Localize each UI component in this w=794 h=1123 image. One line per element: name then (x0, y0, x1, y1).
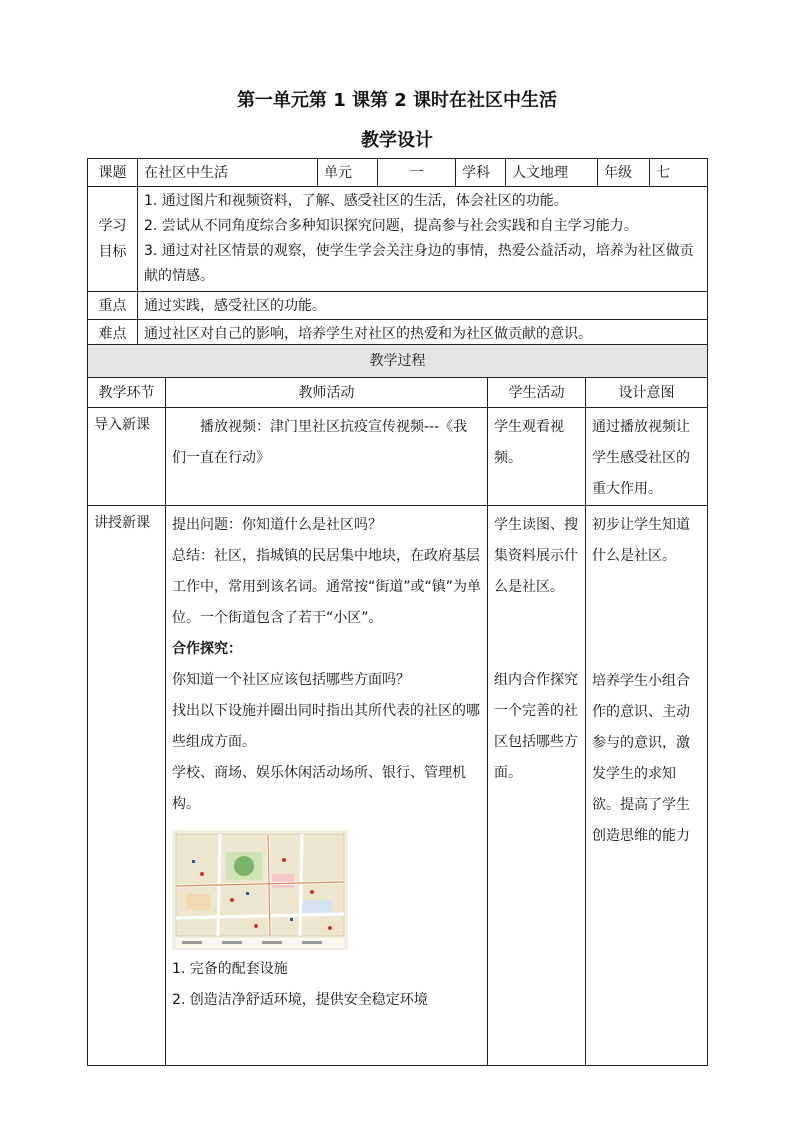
process-table (87, 344, 708, 1066)
difficulty-label: 难点 (88, 320, 138, 348)
goals-list (138, 187, 708, 292)
lecture-student (488, 506, 586, 1066)
process-header: 教学过程 (88, 345, 708, 378)
teacher-summary: 总结：社区，指城镇的民居集中地块，在政府基层工作中，常用到该名词。通常按“街道”或“镇”为单位。一个街道包含了若干“小区”。 (172, 548, 482, 626)
subject-value: 人文地理 (506, 159, 598, 187)
col-header-teacher: 教师活动 (166, 378, 488, 408)
document-subtitle: 教学设计 (361, 130, 433, 151)
unit-label: 单元 (318, 159, 378, 187)
lecture-teacher (166, 506, 488, 1066)
goal-item: 3. 通过对社区情景的观察，使学生学会关注身边的事情，热爱公益活动，培养为社区做贡献的情感。 (144, 243, 694, 284)
document-title: 第一单元第 1 课第 2 课时在社区中生活 (236, 90, 558, 111)
lecture-stage: 讲授新课 (88, 506, 166, 1066)
key-point-label: 重点 (88, 292, 138, 320)
goals-label-2: 目标 (98, 244, 127, 260)
goals-label-1: 学习 (98, 218, 127, 234)
topic-label: 课题 (88, 159, 138, 187)
teacher-question: 提出问题：你知道什么是社区吗？ (172, 517, 382, 533)
difficulty-text: 通过社区对自己的影响，培养学生对社区的热爱和为社区做贡献的意识。 (138, 320, 708, 348)
purpose-1: 初步让学生知道什么是社区。 (592, 517, 690, 564)
student-activity-2: 组内合作探究一个完善的社区包括哪些方面。 (494, 672, 578, 781)
intro-student: 学生观看视频。 (494, 419, 564, 466)
key-point-text: 通过实践，感受社区的功能。 (138, 292, 708, 320)
intro-purpose: 通过播放视频让学生感受社区的重大作用。 (592, 419, 690, 497)
student-activity-1: 学生读图、搜集资料展示什么是社区。 (494, 517, 578, 595)
subject-label: 学科 (456, 159, 506, 187)
col-header-purpose: 设计意图 (586, 378, 708, 408)
unit-value: 一 (378, 159, 456, 187)
intro-stage: 导入新课 (88, 408, 166, 506)
info-table (87, 158, 708, 348)
purpose-2: 培养学生小组合作的意识、主动参与的意识，激发学生的求知欲。提高了学生创造思维的能力 (592, 673, 690, 844)
lecture-purpose (586, 506, 708, 1066)
goal-item: 1. 通过图片和视频资料，了解、感受社区的生活，体会社区的功能。 (144, 193, 568, 209)
goals-label (88, 187, 138, 292)
grade-label: 年级 (598, 159, 650, 187)
point-2: 2. 创造洁净舒适环境，提供安全稳定环境 (172, 992, 428, 1008)
coop-task: 找出以下设施并圈出同时指出其所代表的社区的哪些组成方面。 (172, 703, 480, 750)
goal-item: 2. 尝试从不同角度综合多种知识探究问题，提高参与社会实践和自主学习能力。 (144, 218, 638, 234)
grade-value: 七 (650, 159, 708, 187)
col-header-stage: 教学环节 (88, 378, 166, 408)
facilities-list: 学校、商场、娱乐休闲活动场所、银行、管理机构。 (172, 765, 466, 812)
topic-value: 在社区中生活 (138, 159, 318, 187)
point-1: 1. 完备的配套设施 (172, 961, 288, 977)
community-map-image (172, 830, 348, 950)
col-header-student: 学生活动 (488, 378, 586, 408)
intro-teacher: 播放视频：津门里社区抗疫宣传视频---《我们一直在行动》 (172, 419, 468, 466)
coop-question: 你知道一个社区应该包括哪些方面吗？ (172, 672, 410, 688)
coop-title: 合作探究： (172, 641, 242, 657)
